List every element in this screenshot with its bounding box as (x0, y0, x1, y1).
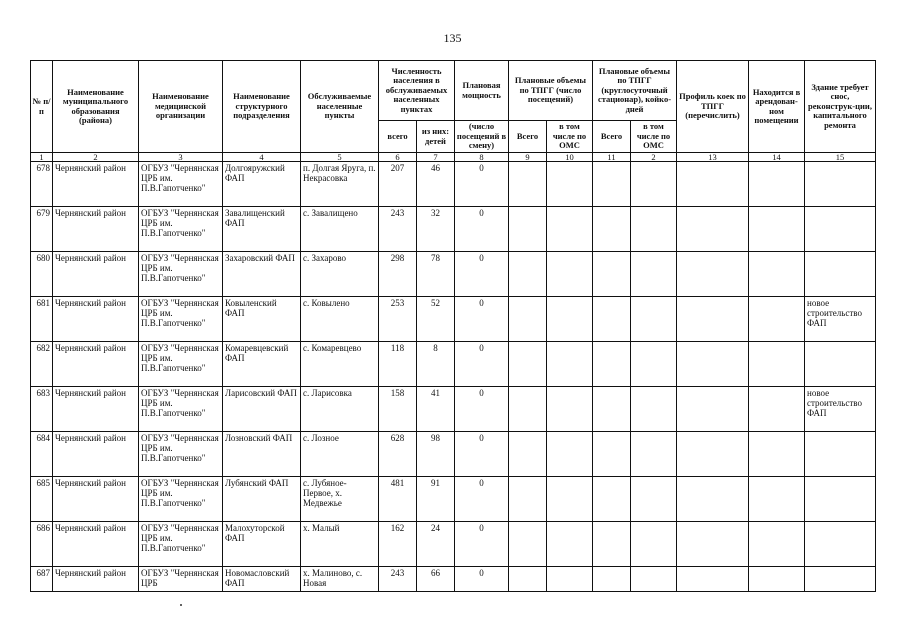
beds-total-cell (593, 567, 631, 592)
district-cell: Чернянский район (53, 207, 139, 252)
row-number: 683 (31, 387, 53, 432)
repair-note-cell (805, 162, 876, 207)
beds-oms-cell (631, 477, 677, 522)
col-header-beds-total: Всего (593, 121, 631, 153)
population-children-cell: 52 (417, 297, 455, 342)
unit-cell: Долгояружский ФАП (223, 162, 301, 207)
capacity-cell: 0 (455, 162, 509, 207)
col-header-beds-oms: в том числе по ОМС (631, 121, 677, 153)
beds-total-cell (593, 252, 631, 297)
beds-oms-cell (631, 342, 677, 387)
organization-cell: ОГБУЗ "Чернянская ЦРБ им. П.В.Гапотченко" (139, 207, 223, 252)
column-number: 2 (631, 153, 677, 162)
bed-profile-cell (677, 342, 749, 387)
visits-oms-cell (547, 387, 593, 432)
population-total-cell: 298 (379, 252, 417, 297)
capacity-cell: 0 (455, 342, 509, 387)
settlements-cell: х. Малиново, с. Новая (301, 567, 379, 592)
visits-total-cell (509, 342, 547, 387)
beds-total-cell (593, 297, 631, 342)
col-header-capacity: Плановая мощность (455, 61, 509, 121)
rented-cell (749, 387, 805, 432)
settlements-cell: с. Завалищено (301, 207, 379, 252)
population-total-cell: 481 (379, 477, 417, 522)
bed-profile-cell (677, 432, 749, 477)
capacity-cell: 0 (455, 207, 509, 252)
district-cell: Чернянский район (53, 297, 139, 342)
row-number: 685 (31, 477, 53, 522)
column-number: 1 (31, 153, 53, 162)
col-header-bed-profile: Профиль коек по ТПГГ (перечислить) (677, 61, 749, 153)
col-header-visits-total: Всего (509, 121, 547, 153)
organization-cell: ОГБУЗ "Чернянская ЦРБ им. П.В.Гапотченко" (139, 162, 223, 207)
visits-oms-cell (547, 432, 593, 477)
settlements-cell: с. Захарово (301, 252, 379, 297)
organization-cell: ОГБУЗ "Чернянская ЦРБ им. П.В.Гапотченко" (139, 477, 223, 522)
table-row (31, 522, 876, 567)
row-number: 681 (31, 297, 53, 342)
column-number: 6 (379, 153, 417, 162)
table-row (31, 252, 876, 297)
population-total-cell: 243 (379, 567, 417, 592)
col-header-population: Численность населения в обслуживаемых населенных пунктах (379, 61, 455, 121)
population-total-cell: 162 (379, 522, 417, 567)
population-children-cell: 24 (417, 522, 455, 567)
district-cell: Чернянский район (53, 567, 139, 592)
row-number: 687 (31, 567, 53, 592)
settlements-cell: с. Комаревцево (301, 342, 379, 387)
capacity-cell: 0 (455, 522, 509, 567)
capacity-cell: 0 (455, 477, 509, 522)
beds-oms-cell (631, 567, 677, 592)
rented-cell (749, 342, 805, 387)
beds-oms-cell (631, 207, 677, 252)
capacity-cell: 0 (455, 567, 509, 592)
organization-cell: ОГБУЗ "Чернянская ЦРБ им. П.В.Гапотченко" (139, 252, 223, 297)
beds-oms-cell (631, 252, 677, 297)
organization-cell: ОГБУЗ "Чернянская ЦРБ (139, 567, 223, 592)
row-number: 682 (31, 342, 53, 387)
table-row (31, 207, 876, 252)
visits-total-cell (509, 162, 547, 207)
bed-profile-cell (677, 387, 749, 432)
col-header-num: № п/п (31, 61, 53, 153)
column-number: 2 (53, 153, 139, 162)
visits-total-cell (509, 567, 547, 592)
unit-cell: Захаровский ФАП (223, 252, 301, 297)
beds-oms-cell (631, 162, 677, 207)
repair-note-cell: новое строительство ФАП (805, 297, 876, 342)
visits-oms-cell (547, 342, 593, 387)
visits-oms-cell (547, 522, 593, 567)
table-row (31, 342, 876, 387)
col-header-capacity-unit: (число посещений в смену) (455, 121, 509, 153)
population-children-cell: 98 (417, 432, 455, 477)
visits-oms-cell (547, 567, 593, 592)
column-number: 3 (139, 153, 223, 162)
district-cell: Чернянский район (53, 477, 139, 522)
rented-cell (749, 162, 805, 207)
organization-cell: ОГБУЗ "Чернянская ЦРБ им. П.В.Гапотченко" (139, 432, 223, 477)
column-number: 5 (301, 153, 379, 162)
facilities-table (30, 60, 876, 592)
beds-total-cell (593, 432, 631, 477)
table-row (31, 162, 876, 207)
settlements-cell: с. Лозное (301, 432, 379, 477)
visits-total-cell (509, 522, 547, 567)
district-cell: Чернянский район (53, 432, 139, 477)
row-number: 678 (31, 162, 53, 207)
column-number: 10 (547, 153, 593, 162)
column-number-row (31, 153, 876, 162)
capacity-cell: 0 (455, 387, 509, 432)
rented-cell (749, 252, 805, 297)
rented-cell (749, 207, 805, 252)
col-header-district: Наименование муниципального образования (района) (53, 61, 139, 153)
row-number: 686 (31, 522, 53, 567)
capacity-cell: 0 (455, 432, 509, 477)
unit-cell: Ларисовский ФАП (223, 387, 301, 432)
unit-cell: Завалищенский ФАП (223, 207, 301, 252)
district-cell: Чернянский район (53, 342, 139, 387)
repair-note-cell (805, 342, 876, 387)
visits-total-cell (509, 252, 547, 297)
bed-profile-cell (677, 162, 749, 207)
unit-cell: Ковыленский ФАП (223, 297, 301, 342)
beds-total-cell (593, 522, 631, 567)
rented-cell (749, 522, 805, 567)
page-number: 135 (443, 31, 462, 45)
table-row (31, 297, 876, 342)
repair-note-cell (805, 567, 876, 592)
population-children-cell: 46 (417, 162, 455, 207)
col-header-population-total: всего (379, 121, 417, 153)
unit-cell: Малохуторской ФАП (223, 522, 301, 567)
column-number: 11 (593, 153, 631, 162)
population-total-cell: 158 (379, 387, 417, 432)
visits-total-cell (509, 477, 547, 522)
beds-total-cell (593, 162, 631, 207)
repair-note-cell (805, 477, 876, 522)
beds-oms-cell (631, 432, 677, 477)
visits-oms-cell (547, 297, 593, 342)
population-total-cell: 628 (379, 432, 417, 477)
beds-total-cell (593, 342, 631, 387)
col-header-visits-oms: в том числе по ОМС (547, 121, 593, 153)
column-number: 4 (223, 153, 301, 162)
table-row (31, 567, 876, 592)
scan-speck (180, 604, 182, 606)
column-number: 13 (677, 153, 749, 162)
visits-oms-cell (547, 162, 593, 207)
organization-cell: ОГБУЗ "Чернянская ЦРБ им. П.В.Гапотченко" (139, 297, 223, 342)
beds-total-cell (593, 387, 631, 432)
row-number: 684 (31, 432, 53, 477)
visits-total-cell (509, 297, 547, 342)
visits-total-cell (509, 207, 547, 252)
bed-profile-cell (677, 477, 749, 522)
rented-cell (749, 567, 805, 592)
row-number: 680 (31, 252, 53, 297)
unit-cell: Комаревцевский ФАП (223, 342, 301, 387)
bed-profile-cell (677, 567, 749, 592)
table-row (31, 432, 876, 477)
population-total-cell: 207 (379, 162, 417, 207)
settlements-cell: с. Ларисовка (301, 387, 379, 432)
district-cell: Чернянский район (53, 387, 139, 432)
bed-profile-cell (677, 207, 749, 252)
population-total-cell: 243 (379, 207, 417, 252)
population-children-cell: 8 (417, 342, 455, 387)
beds-total-cell (593, 207, 631, 252)
col-header-repair: Здание требует снос, реконструк-ции, капитального ремонта (805, 61, 876, 153)
population-total-cell: 118 (379, 342, 417, 387)
beds-oms-cell (631, 387, 677, 432)
bed-profile-cell (677, 252, 749, 297)
col-header-rented: Находится в арендован-ном помещении (749, 61, 805, 153)
population-children-cell: 78 (417, 252, 455, 297)
unit-cell: Лубянский ФАП (223, 477, 301, 522)
visits-total-cell (509, 387, 547, 432)
district-cell: Чернянский район (53, 162, 139, 207)
col-header-org: Наименование медицинской организации (139, 61, 223, 153)
district-cell: Чернянский район (53, 252, 139, 297)
table-row (31, 387, 876, 432)
bed-profile-cell (677, 522, 749, 567)
organization-cell: ОГБУЗ "Чернянская ЦРБ им. П.В.Гапотченко" (139, 387, 223, 432)
bed-profile-cell (677, 297, 749, 342)
unit-cell: Новомасловский ФАП (223, 567, 301, 592)
rented-cell (749, 297, 805, 342)
repair-note-cell (805, 522, 876, 567)
col-header-visits: Плановые объемы по ТПГГ (число посещений) (509, 61, 593, 121)
row-number: 679 (31, 207, 53, 252)
organization-cell: ОГБУЗ "Чернянская ЦРБ им. П.В.Гапотченко" (139, 342, 223, 387)
settlements-cell: х. Малый (301, 522, 379, 567)
column-number: 14 (749, 153, 805, 162)
capacity-cell: 0 (455, 297, 509, 342)
column-number: 9 (509, 153, 547, 162)
beds-total-cell (593, 477, 631, 522)
table-row (31, 477, 876, 522)
column-number: 15 (805, 153, 876, 162)
col-header-population-children: из них: детей (417, 121, 455, 153)
population-children-cell: 66 (417, 567, 455, 592)
column-number: 8 (455, 153, 509, 162)
col-header-unit: Наименование структурного подразделения (223, 61, 301, 153)
repair-note-cell (805, 207, 876, 252)
settlements-cell: с. Ковылено (301, 297, 379, 342)
unit-cell: Лозновский ФАП (223, 432, 301, 477)
visits-oms-cell (547, 477, 593, 522)
settlements-cell: с. Лубяное-Первое, х. Медвежье (301, 477, 379, 522)
rented-cell (749, 477, 805, 522)
rented-cell (749, 432, 805, 477)
repair-note-cell (805, 432, 876, 477)
capacity-cell: 0 (455, 252, 509, 297)
visits-oms-cell (547, 207, 593, 252)
settlements-cell: п. Долгая Яруга, п. Некрасовка (301, 162, 379, 207)
col-header-beds: Плановые объемы по ТПГГ (круглосуточный стационар), койко-дней (593, 61, 677, 121)
district-cell: Чернянский район (53, 522, 139, 567)
col-header-points: Обслуживаемые населенные пункты (301, 61, 379, 153)
repair-note-cell (805, 252, 876, 297)
organization-cell: ОГБУЗ "Чернянская ЦРБ им. П.В.Гапотченко" (139, 522, 223, 567)
beds-oms-cell (631, 522, 677, 567)
visits-total-cell (509, 432, 547, 477)
population-total-cell: 253 (379, 297, 417, 342)
column-number: 7 (417, 153, 455, 162)
population-children-cell: 41 (417, 387, 455, 432)
visits-oms-cell (547, 252, 593, 297)
beds-oms-cell (631, 297, 677, 342)
population-children-cell: 32 (417, 207, 455, 252)
population-children-cell: 91 (417, 477, 455, 522)
repair-note-cell: новое строительство ФАП (805, 387, 876, 432)
